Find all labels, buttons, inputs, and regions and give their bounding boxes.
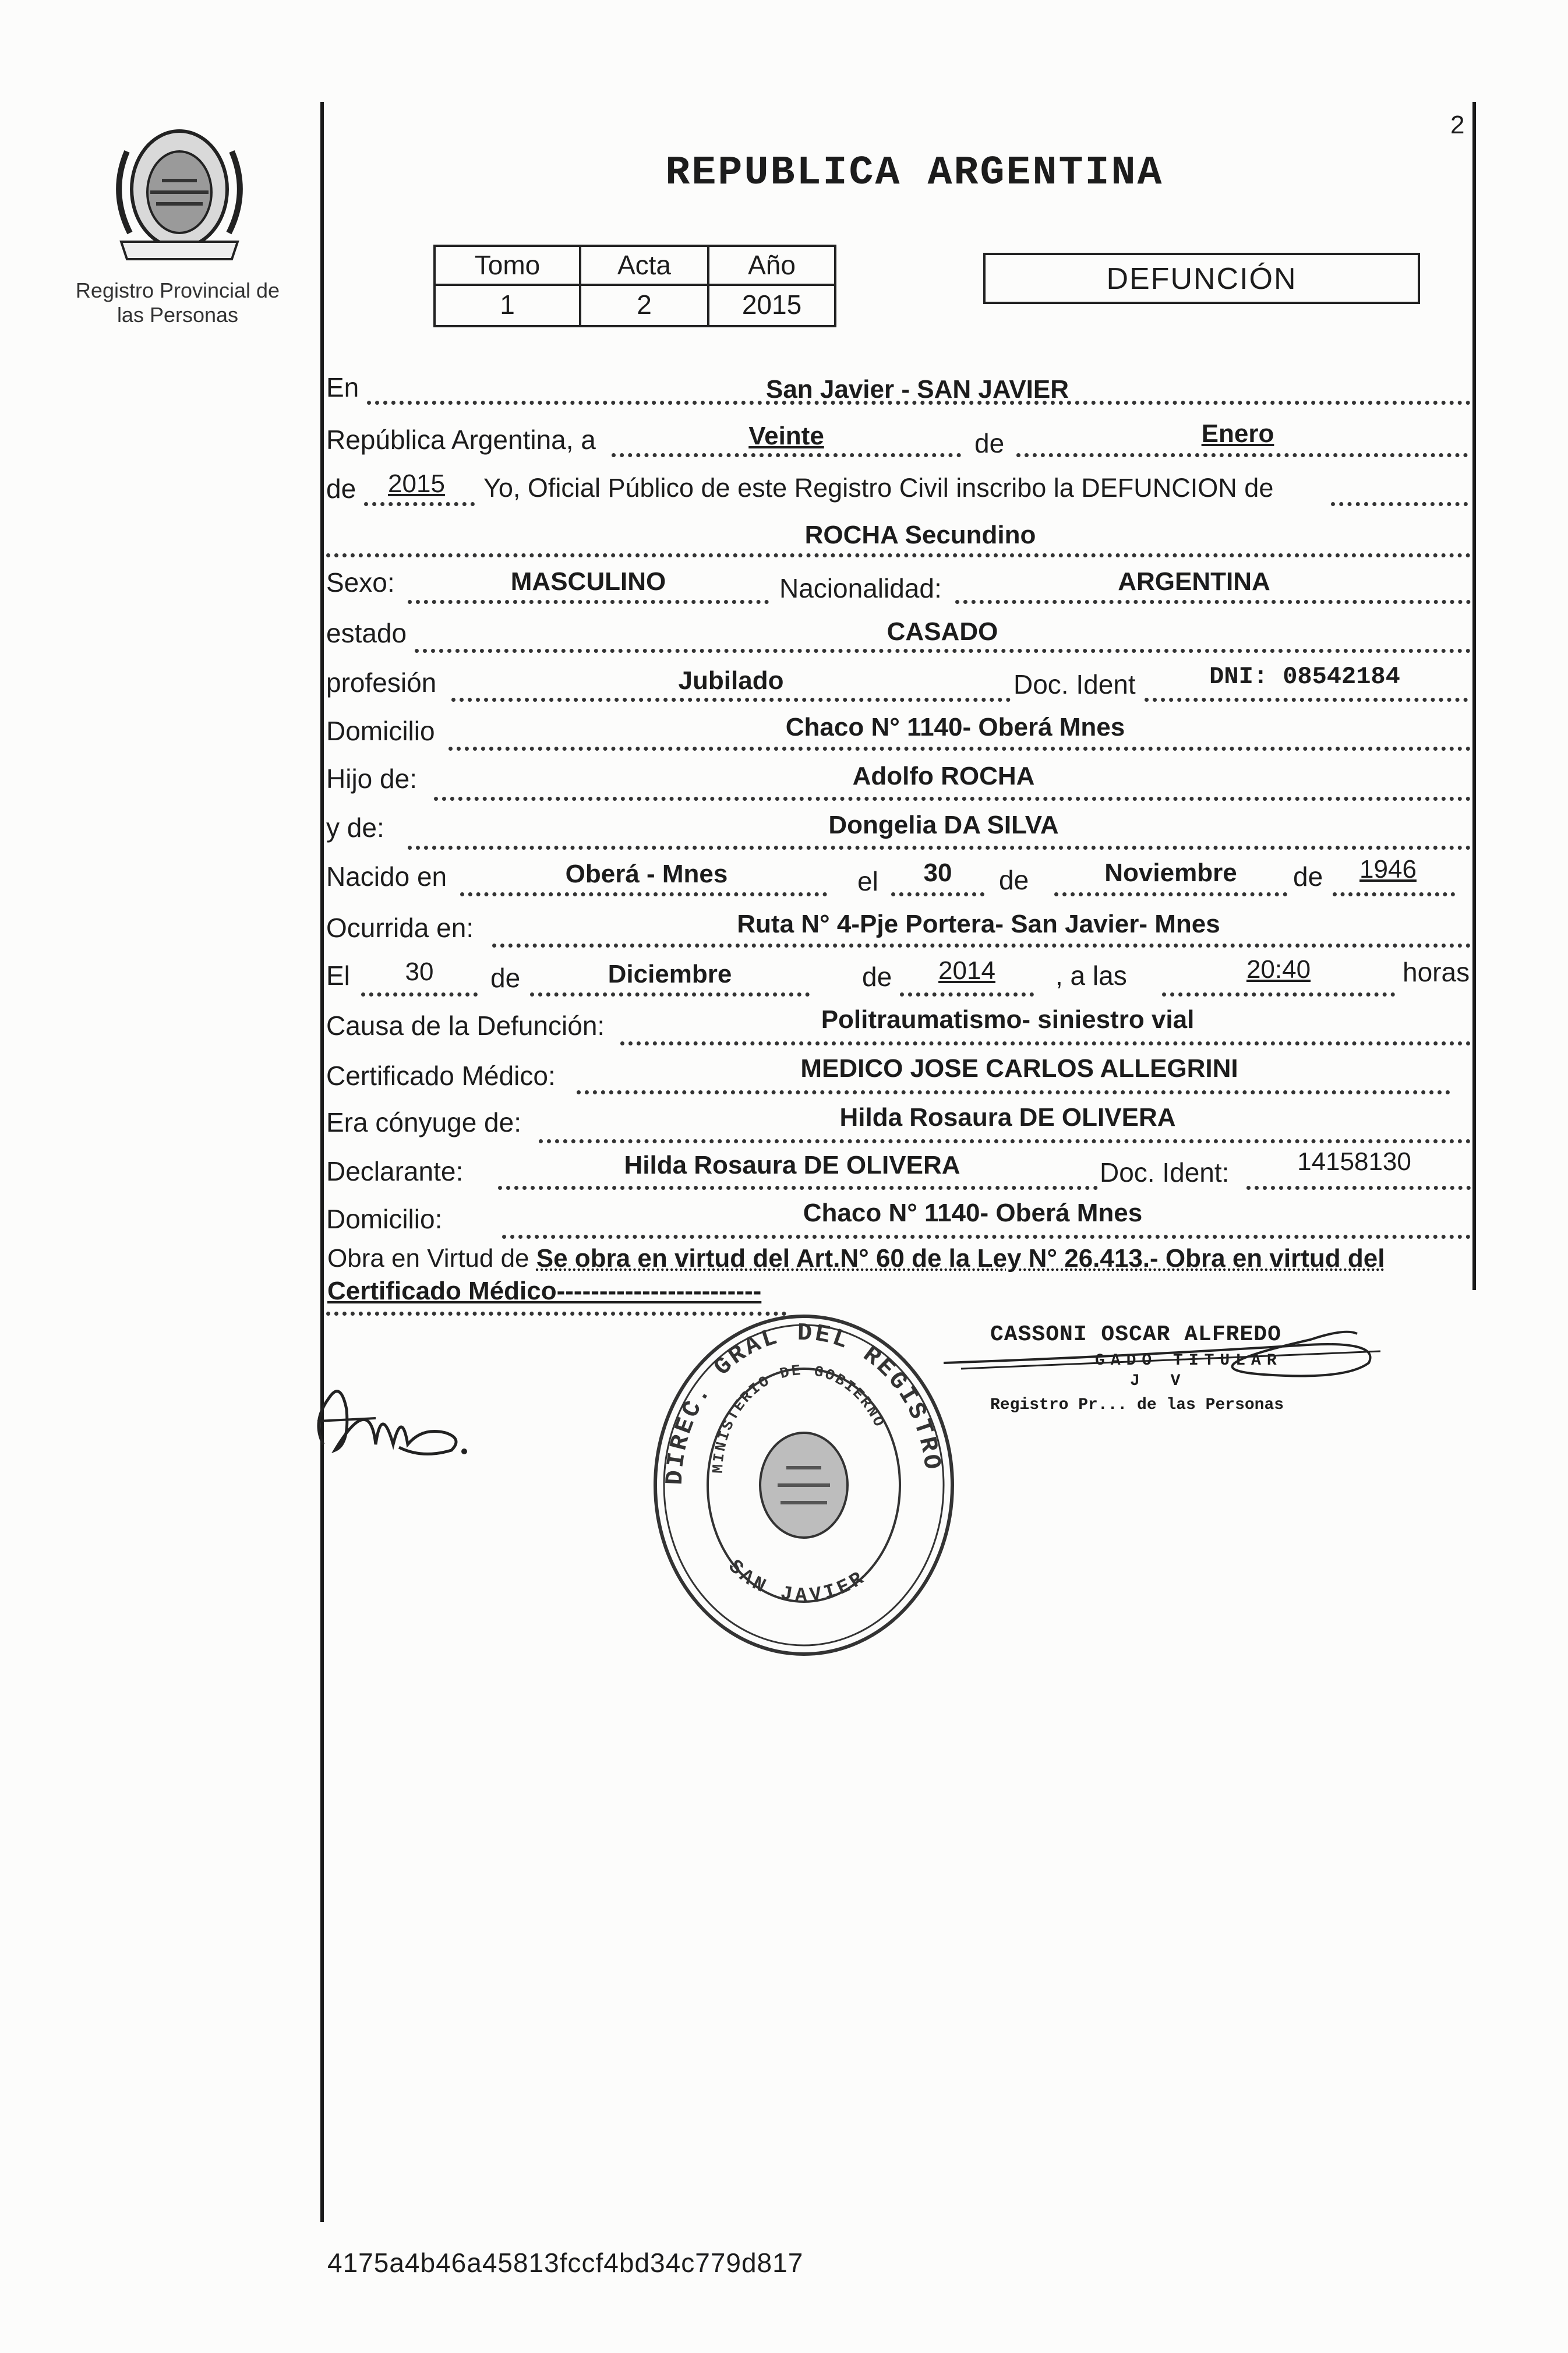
declarante-doc-label: Doc. Ident: (1100, 1157, 1230, 1188)
y-de-dotted-line (408, 846, 1471, 850)
day-word-value: Veinte (748, 422, 824, 450)
official-registry: Registro Pr... de las Personas (990, 1396, 1284, 1414)
muerte-anio-dotted-line (900, 992, 1034, 997)
muerte-hora-dotted-line (1162, 992, 1395, 997)
seal-inner-text: MINISTERIO DE GOBIERNO (709, 1361, 889, 1474)
conyuge-value: Hilda Rosaura DE OLIVERA (839, 1103, 1176, 1132)
record-table (433, 245, 836, 327)
table-header-acta: Acta (581, 247, 709, 286)
nacido-label: Nacido en (326, 861, 447, 892)
certificado-label: Certificado Médico: (326, 1061, 556, 1091)
nacido-de1-label: de (999, 865, 1029, 895)
page-title: REPUBLICA ARGENTINA (665, 150, 1164, 196)
nacido-mes-value: Noviembre (1104, 858, 1237, 887)
domicilio-value: Chaco N° 1140- Oberá Mnes (785, 713, 1125, 741)
en-label: En (326, 372, 359, 402)
el-date-label: El (326, 960, 350, 991)
muerte-dia-dotted-line (361, 992, 478, 997)
muerte-mes-value: Diciembre (608, 960, 732, 988)
registry-caption (64, 278, 291, 327)
declarante-doc-value: 14158130 (1297, 1147, 1411, 1176)
table-value-anio: 2015 (741, 289, 802, 320)
month-dotted-line (1016, 453, 1468, 457)
doc-ident-label: Doc. Ident (1013, 669, 1136, 699)
svg-text:SAN JAVIER (723, 1556, 871, 1607)
muerte-de1-label: de (490, 963, 521, 993)
page-number: 2 (1450, 111, 1465, 139)
ocurrida-dotted-line (492, 944, 1471, 948)
nacido-anio-dotted-line (1333, 892, 1455, 896)
sexo-value: MASCULINO (510, 567, 666, 596)
right-margin-rule (1472, 102, 1476, 1290)
declarante-doc-dotted-line (1246, 1186, 1471, 1190)
seal-outer-text: DIREC. GRAL DEL REGISTRO (661, 1319, 947, 1486)
nacido-lugar-dotted-line (460, 892, 827, 896)
official-title: GADO TITULAR (1095, 1352, 1283, 1370)
ocurrida-label: Ocurrida en: (326, 913, 474, 943)
document-hash: 4175a4b46a45813fccf4bd34c779d817 (327, 2248, 804, 2278)
certificado-dotted-line (577, 1090, 1450, 1094)
domicilio2-value: Chaco N° 1140- Oberá Mnes (803, 1199, 1143, 1227)
nacionalidad-label: Nacionalidad: (779, 573, 942, 603)
a-las-label: , a las (1055, 960, 1127, 991)
statement-text: Yo, Oficial Público de este Registro Civil inscribo la DEFUNCION de (483, 473, 1274, 503)
hijo-value: Adolfo ROCHA (852, 762, 1035, 790)
deceased-dotted-line (326, 553, 1471, 557)
conyuge-label: Era cónyuge de: (326, 1107, 522, 1137)
registry-caption-line2: las Personas (116, 303, 239, 327)
causa-value: Politraumatismo- siniestro vial (821, 1005, 1195, 1034)
nacido-dia-value: 30 (923, 858, 952, 887)
declarante-label: Declarante: (326, 1156, 464, 1186)
nacido-mes-dotted-line (1054, 892, 1287, 896)
table-header-tomo: Tomo (436, 247, 581, 286)
conyuge-dotted-line (539, 1139, 1471, 1143)
table-value-acta: 2 (581, 286, 709, 325)
el-label: el (857, 866, 878, 896)
nacido-dia-dotted-line (891, 892, 984, 896)
en-value: San Javier - SAN JAVIER (765, 375, 1069, 404)
registry-seal (647, 1310, 961, 1660)
obra-value-line2: Certificado Médico------------------------ (327, 1277, 762, 1305)
official-name: CASSONI OSCAR ALFREDO (990, 1322, 1281, 1347)
deceased-name: ROCHA Secundino (804, 521, 1036, 549)
domicilio-dotted-line (448, 747, 1471, 751)
nacido-de2-label: de (1293, 861, 1323, 892)
year-dotted-line (364, 502, 475, 506)
estado-dotted-line (415, 649, 1471, 653)
estado-value: CASADO (887, 617, 998, 646)
nacionalidad-value: ARGENTINA (1118, 567, 1270, 596)
table-header-anio: Año (709, 247, 834, 286)
profesion-value: Jubilado (678, 666, 784, 695)
republica-label: República Argentina, a (326, 425, 596, 455)
obra-label: Obra en Virtud de (327, 1244, 529, 1273)
declarante-dotted-line (498, 1186, 1098, 1190)
seal-bottom-text: SAN JAVIER (723, 1556, 871, 1607)
official-line3: J V (1130, 1372, 1191, 1390)
month-word-value: Enero (1201, 419, 1274, 448)
table-value-tomo: 1 (436, 286, 581, 325)
ocurrida-value: Ruta N° 4-Pje Portera- San Javier- Mnes (737, 910, 1220, 938)
left-margin-rule (320, 102, 324, 2222)
domicilio2-label: Domicilio: (326, 1204, 443, 1234)
y-de-value: Dongelia DA SILVA (828, 811, 1059, 839)
profesion-label: profesión (326, 667, 437, 698)
provincial-emblem (86, 116, 273, 268)
year-value: 2015 (388, 469, 445, 498)
domicilio-label: Domicilio (326, 716, 435, 746)
doc-ident-dotted-line (1145, 698, 1468, 702)
doc-ident-value: DNI: 08542184 (1209, 663, 1400, 691)
muerte-mes-dotted-line (530, 992, 810, 997)
horas-label: horas (1403, 957, 1470, 987)
de-label-1: de (974, 428, 1005, 458)
sexo-dotted-line (408, 600, 769, 604)
de-label-2: de (326, 474, 356, 504)
hijo-label: Hijo de: (326, 764, 417, 794)
declarante-signature (306, 1357, 481, 1474)
muerte-anio-value: 2014 (938, 956, 995, 985)
domicilio2-dotted-line (502, 1235, 1471, 1239)
estado-label: estado (326, 618, 407, 648)
day-dotted-line (612, 453, 961, 457)
obra-line (327, 1244, 1385, 1273)
muerte-dia-value: 30 (405, 958, 434, 986)
declarante-value: Hilda Rosaura DE OLIVERA (624, 1151, 960, 1179)
causa-label: Causa de la Defunción: (326, 1011, 605, 1041)
nacionalidad-dotted-line (955, 600, 1471, 604)
certificado-value: MEDICO JOSE CARLOS ALLEGRINI (800, 1054, 1238, 1083)
y-de-label: y de: (326, 812, 384, 843)
nacido-anio-value: 1946 (1359, 855, 1417, 884)
sexo-label: Sexo: (326, 567, 395, 598)
muerte-hora-value: 20:40 (1246, 955, 1311, 984)
muerte-de2-label: de (862, 962, 892, 992)
document-type-box: DEFUNCIÓN (983, 253, 1420, 304)
hijo-dotted-line (434, 797, 1471, 801)
registry-caption-line1: Registro Provincial de (75, 278, 280, 302)
obra-value: Se obra en virtud del Art.N° 60 de la Ley N° 26.413.- Obra en virtud del (536, 1244, 1385, 1273)
statement-dotted-line (1331, 502, 1468, 506)
causa-dotted-line (620, 1041, 1471, 1045)
profesion-dotted-line (451, 698, 1011, 702)
official-signature (938, 1316, 1415, 1386)
nacido-lugar-value: Oberá - Mnes (565, 860, 728, 888)
